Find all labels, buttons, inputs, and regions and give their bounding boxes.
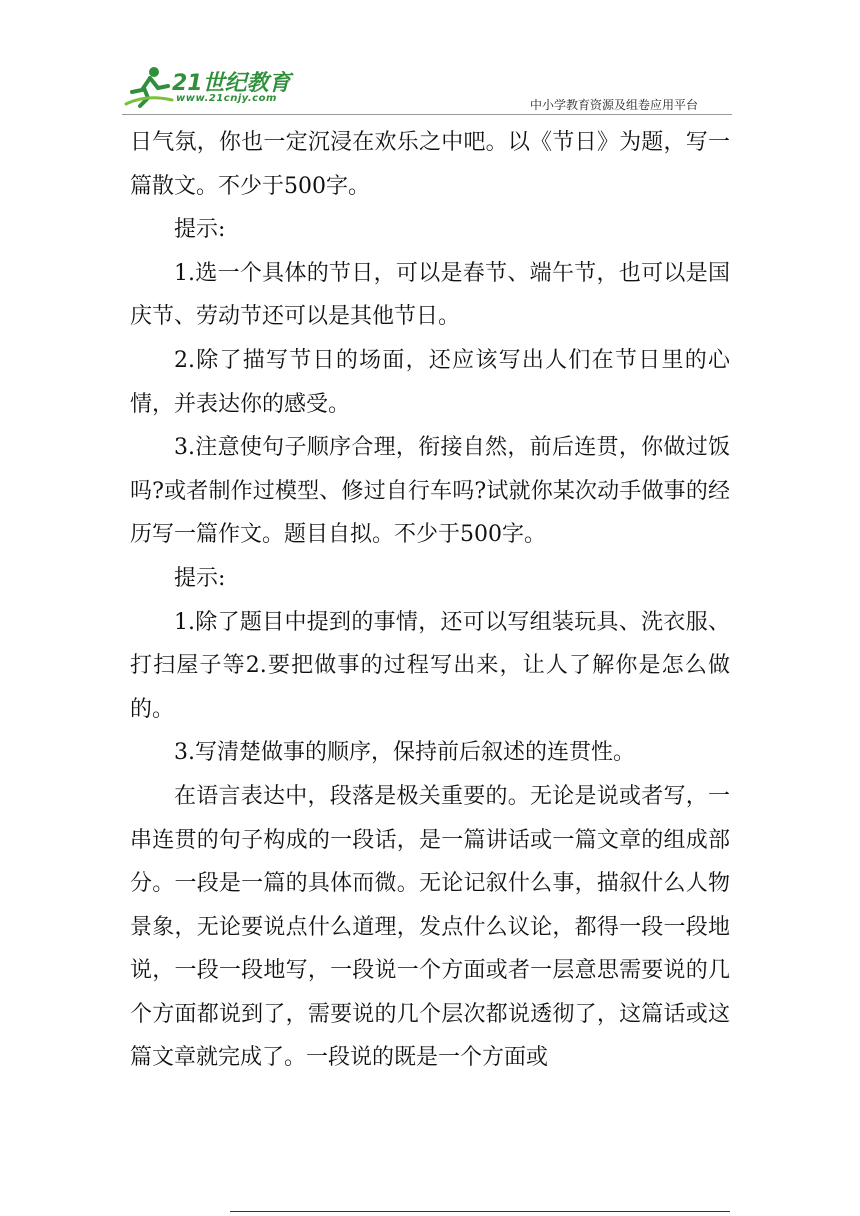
header-divider <box>122 114 732 115</box>
platform-text: 中小学教育资源及组卷应用平台 <box>529 98 698 112</box>
paragraph: 提示: <box>174 565 226 591</box>
runner-icon <box>122 64 176 110</box>
document-body <box>130 121 730 1080</box>
paragraph: 提示: <box>174 217 226 243</box>
paragraph: 2.除了描写节日的场面，还应该写出人们在节日里的心情，并表达你的感受。 <box>130 347 730 417</box>
page-header <box>0 0 860 120</box>
logo-url: www.21cnjy.com <box>176 93 277 104</box>
paragraph: 在语言表达中，段落是极关重要的。无论是说或者写，一串连贯的句子构成的一段话，是一篇讲话或一篇文章的组成部分。一段是一篇的具体而微。无论记叙什么事，描叙什么人物景象，无论要说点什么道理，发点什么议论，都得一段一段地说，一段一段地写，一段说一个方面或者一层意思需要说的几个方面都说到了，需要说的几个层次都说透彻了，这篇话或这篇文章就完成了。一段说的既是一个方面或 <box>130 783 730 1071</box>
paragraph: 1.选一个具体的节日，可以是春节、端午节，也可以是国庆节、劳动节还可以是其他节日。 <box>130 260 730 330</box>
paragraph: 3.写清楚做事的顺序，保持前后叙述的连贯性。 <box>174 740 635 766</box>
footer-divider <box>230 1211 730 1212</box>
paragraph: 3.注意使句子顺序合理，衔接自然，前后连贯，你做过饭吗?或者制作过模型、修过自行车吗?试就你某次动手做事的经历写一篇作文。题目自拟。不少于500字。 <box>130 435 730 548</box>
logo-brand: 21世纪教育 <box>172 71 291 96</box>
logo <box>122 64 292 110</box>
paragraph: 日气氛，你也一定沉浸在欢乐之中吧。以《节日》为题，写一篇散文。不少于500字。 <box>130 130 730 199</box>
paragraph: 1.除了题目中提到的事情，还可以写组装玩具、洗衣服、打扫屋子等2.要把做事的过程写出来，让人了解你是怎么做的。 <box>130 609 730 722</box>
